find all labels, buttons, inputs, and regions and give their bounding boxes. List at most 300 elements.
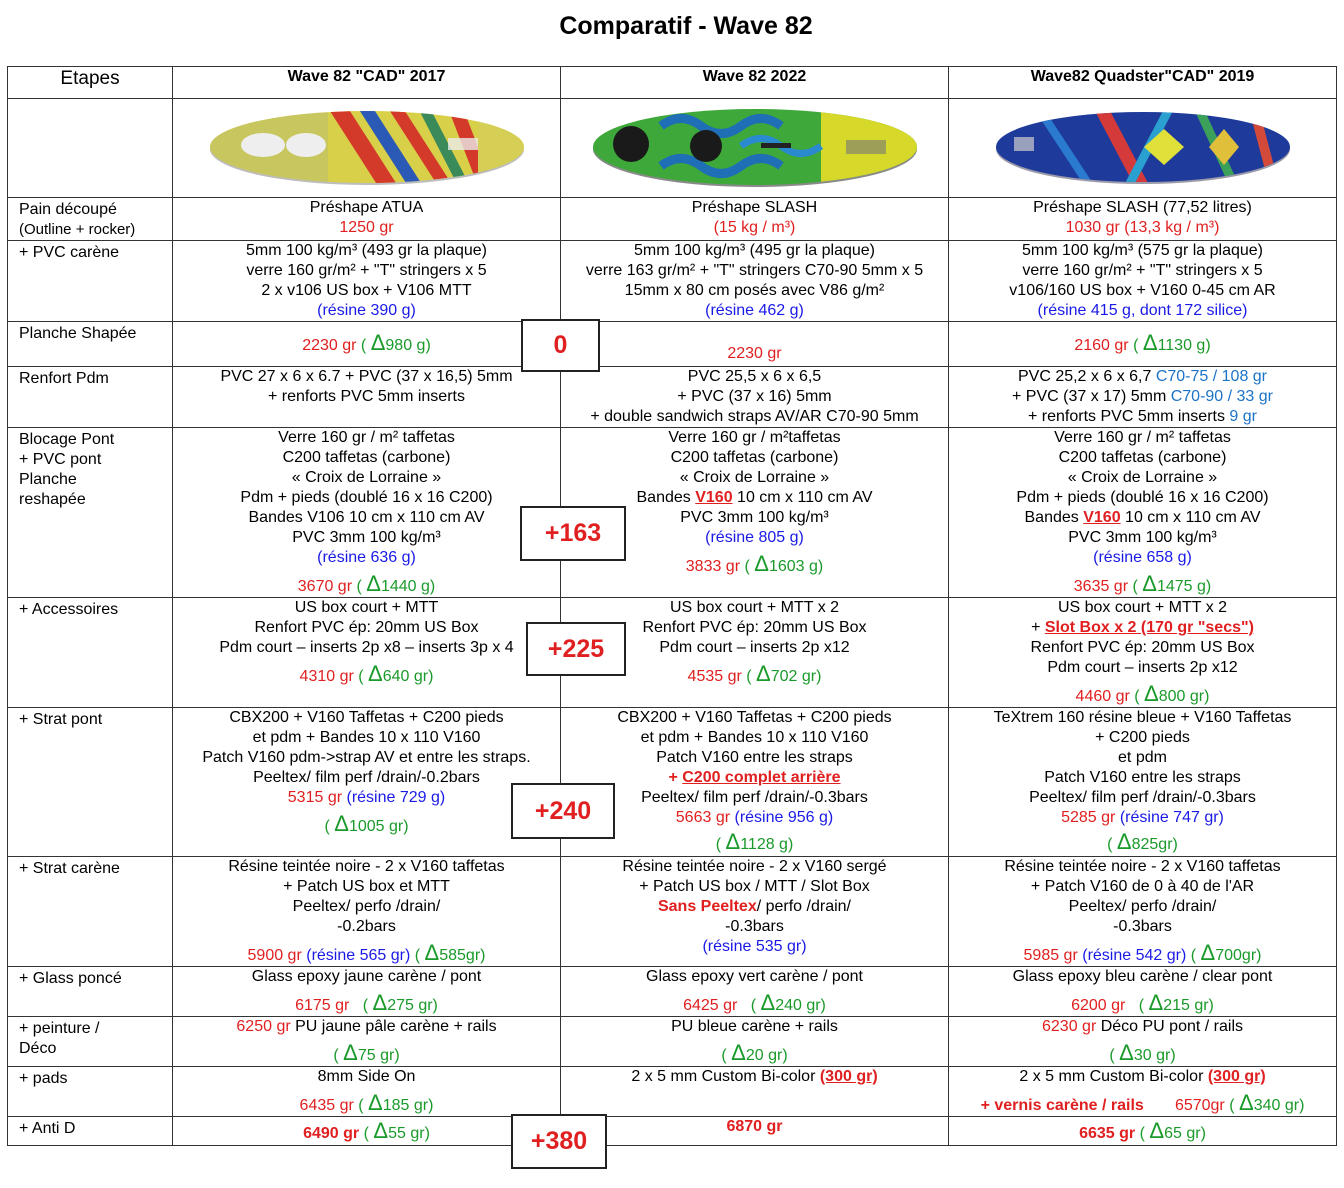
- weight-value: 6175 gr: [295, 997, 350, 1014]
- paren: (: [358, 1097, 369, 1114]
- text-line: Pdm court – inserts 2p x12: [1047, 659, 1238, 676]
- cell-c1: [173, 322, 561, 367]
- delta-icon: Δ: [731, 1040, 746, 1065]
- weight-note: 9 gr: [1229, 408, 1257, 425]
- text-line: et pdm + Bandes 10 x 110 V160: [640, 729, 869, 746]
- row-glass: [8, 967, 1337, 1017]
- highlight: Slot Box x 2 (170 gr "secs"): [1044, 619, 1254, 636]
- text: / perfo /drain/: [756, 898, 851, 915]
- row-accessoires: [8, 598, 1337, 708]
- text-line: 8mm Side On: [317, 1068, 416, 1085]
- col1-header: Wave 82 "CAD" 2017: [173, 67, 561, 99]
- delta-icon: Δ: [1149, 1118, 1165, 1143]
- diff-box-anti-d: +380: [511, 1114, 607, 1169]
- delta-icon: Δ: [1119, 1040, 1134, 1065]
- cell-c3: [949, 1117, 1337, 1146]
- highlight: (300 gr): [819, 1068, 878, 1085]
- text-line: Patch V160 entre les straps: [656, 749, 853, 766]
- paren: (: [414, 947, 425, 964]
- delta-line: [173, 811, 560, 837]
- text-line: Résine teintée noire - 2 x V160 taffetas: [228, 858, 505, 875]
- row-strat-pont: [8, 708, 1337, 857]
- total-line: [173, 1090, 560, 1116]
- delta-icon: Δ: [368, 1090, 383, 1115]
- label-line: reshapée: [19, 491, 86, 508]
- text-line: US box court + MTT x 2: [1057, 599, 1228, 616]
- resin-value: (résine 956 g): [734, 809, 834, 826]
- step-label: + Strat carène: [8, 857, 173, 967]
- weight-value: 4535 gr: [687, 668, 742, 685]
- cell-c3: [949, 428, 1337, 598]
- text-line: Pdm court – inserts 2p x8 – inserts 3p x 4: [219, 639, 514, 656]
- cell-c1: [173, 857, 561, 967]
- delta-icon: Δ: [424, 940, 440, 965]
- total-line: [173, 990, 560, 1016]
- row-renfort: [8, 367, 1337, 428]
- delta-icon: Δ: [754, 551, 769, 576]
- delta-icon: Δ: [1116, 829, 1132, 854]
- total-line: [561, 1117, 948, 1137]
- text: 10 cm x 110 cm AV: [732, 489, 873, 506]
- text-line: + Patch US box et MTT: [283, 878, 450, 895]
- delta-line: [173, 1040, 560, 1066]
- paren: (: [360, 336, 371, 354]
- text-line: US box court + MTT x 2: [669, 599, 840, 616]
- text-line: Préshape SLASH (77,52 litres): [1033, 199, 1252, 216]
- delta-icon: Δ: [1144, 681, 1159, 706]
- weight-value: 4460 gr: [1075, 688, 1130, 705]
- text-line: [561, 1067, 948, 1087]
- text-line: Verre 160 gr / m² taffetas: [1054, 429, 1231, 446]
- cell-c2: [561, 967, 949, 1017]
- resin-value: (résine 535 gr): [702, 938, 807, 955]
- delta-icon: Δ: [366, 571, 381, 596]
- step-label: [8, 198, 173, 241]
- step-label: + Glass poncé: [8, 967, 173, 1017]
- text-line: [949, 1067, 1336, 1087]
- delta-icon: Δ: [1200, 940, 1216, 965]
- delta-value: 1603 g): [768, 558, 824, 575]
- text-line: « Croix de Lorraine »: [679, 469, 830, 486]
- weight-value: 5900 gr: [247, 947, 302, 964]
- delta-value: 1440 g): [380, 578, 436, 595]
- text-line: Glass epoxy vert carène / pont: [646, 968, 863, 985]
- text-line: -0.3bars: [725, 918, 784, 935]
- weight-value: 6230 gr: [1042, 1018, 1097, 1035]
- delta-icon: Δ: [1239, 1090, 1254, 1115]
- text-line: Verre 160 gr / m²taffetas: [668, 429, 841, 446]
- text-line: Peeltex/ film perf /drain/-0.2bars: [253, 769, 480, 786]
- text-line: [173, 1017, 560, 1037]
- step-label: + Accessoires: [8, 598, 173, 708]
- text-line: verre 160 gr/m² + "T" stringers x 5: [1022, 262, 1263, 279]
- total-line: [949, 990, 1336, 1016]
- text-line: Patch V160 entre les straps: [1044, 769, 1241, 786]
- cell-c1: [173, 1067, 561, 1117]
- text-line: -0.2bars: [337, 918, 396, 935]
- text-line: Pdm court – inserts 2p x12: [659, 639, 850, 656]
- text-line: + Patch US box / MTT / Slot Box: [639, 878, 870, 895]
- col3-header: Wave82 Quadster"CAD" 2019: [949, 67, 1337, 99]
- text-line: C200 taffetas (carbone): [1058, 449, 1227, 466]
- text-line: Pdm + pieds (doublé 16 x 16 C200): [1016, 489, 1269, 506]
- resin-value: (résine 390 g): [317, 302, 416, 319]
- delta-line: [561, 829, 948, 855]
- paren: (: [1139, 1125, 1150, 1142]
- text-line: [561, 768, 948, 788]
- step-label: [8, 1017, 173, 1067]
- resin-value: (résine 636 g): [317, 549, 416, 566]
- weight-value: 3635 gr: [1073, 578, 1129, 595]
- delta-icon: Δ: [725, 829, 741, 854]
- weight-value: 2230 gr: [302, 336, 357, 354]
- text-line: -0.3bars: [1113, 918, 1172, 935]
- delta-icon: Δ: [372, 990, 388, 1015]
- delta-value: 340 gr): [1253, 1097, 1305, 1114]
- cell-c3: [949, 708, 1337, 857]
- delta-value: 1475 g): [1156, 578, 1212, 595]
- label-main: Pain découpé: [19, 201, 117, 218]
- text-line: + double sandwich straps AV/AR C70-90 5mm: [590, 408, 919, 425]
- weight-value: 6635 gr: [1079, 1125, 1136, 1142]
- delta-icon: Δ: [370, 329, 386, 355]
- text-line: Renfort PVC ép: 20mm US Box: [254, 619, 479, 636]
- weight-value: 6435 gr: [299, 1097, 354, 1114]
- text-line: 5mm 100 kg/m³ (575 gr la plaque): [1022, 242, 1263, 259]
- weight-value: 5985 gr: [1023, 947, 1078, 964]
- board2-cell: [561, 99, 949, 198]
- delta-value: 240 gr): [775, 997, 826, 1014]
- total-line: [561, 990, 948, 1016]
- paren: (: [746, 668, 757, 685]
- paren: (: [1133, 336, 1143, 354]
- highlight: V160: [695, 489, 733, 506]
- total-line: [949, 681, 1336, 707]
- paren: (: [1132, 578, 1143, 595]
- paren: (: [1109, 1047, 1120, 1064]
- board3-image: [994, 109, 1292, 185]
- delta-value: 825gr): [1131, 836, 1178, 853]
- delta-value: 30 gr): [1133, 1047, 1176, 1064]
- total-line: [173, 571, 560, 597]
- delta-value: 585gr): [439, 947, 486, 964]
- total-line: [949, 1090, 1336, 1116]
- label-line: + PVC pont: [19, 451, 102, 468]
- resin-value: (résine 565 gr): [306, 947, 411, 964]
- text-line: PU bleue carène + rails: [671, 1018, 838, 1035]
- weight-value: 6425 gr: [683, 997, 738, 1014]
- cell-c3: [949, 857, 1337, 967]
- weight-value: 6570gr: [1174, 1097, 1225, 1114]
- paren: (: [362, 997, 373, 1014]
- text: Bandes: [1024, 509, 1084, 526]
- total-line: [949, 940, 1336, 966]
- text-line: Glass epoxy jaune carène / pont: [251, 968, 482, 985]
- row-anti-d: [8, 1117, 1337, 1146]
- total-line: [173, 1118, 560, 1144]
- cell-c2: [561, 198, 949, 241]
- total-line: [173, 940, 560, 966]
- cell-c2: [561, 322, 949, 367]
- delta-value: 700gr): [1215, 947, 1262, 964]
- text-line: Résine teintée noire - 2 x V160 sergé: [622, 858, 887, 875]
- paren: (: [358, 668, 369, 685]
- label-line: Planche: [19, 471, 77, 488]
- weight-value: 6250 gr: [236, 1018, 291, 1035]
- text-line: et pdm: [1118, 749, 1167, 766]
- row-pvc: [8, 241, 1337, 322]
- resin-value: (résine 747 gr): [1119, 809, 1224, 826]
- highlight: + vernis carène / rails: [980, 1097, 1144, 1114]
- total-line: [561, 808, 948, 828]
- paren: (: [333, 1047, 344, 1064]
- comparison-table: [7, 66, 1337, 1146]
- cell-c2: [561, 367, 949, 428]
- label-line: Déco: [19, 1040, 57, 1057]
- text-line: Peeltex/ film perf /drain/-0.3bars: [641, 789, 868, 806]
- delta-value: 20 gr): [745, 1047, 788, 1064]
- board3-cell: [949, 99, 1337, 198]
- text-line: Patch V160 pdm->strap AV et entre les straps.: [202, 749, 531, 766]
- text-line: Verre 160 gr / m² taffetas: [278, 429, 455, 446]
- text: PVC 25,2 x 6 x 6,7: [1017, 368, 1156, 385]
- paren: (: [744, 558, 755, 575]
- cell-c3: [949, 1017, 1337, 1067]
- cell-c3: [949, 241, 1337, 322]
- diff-box-accessoires: +225: [526, 622, 626, 676]
- step-label: + pads: [8, 1067, 173, 1117]
- text-line: v106/160 US box + V160 0-45 cm AR: [1009, 282, 1276, 299]
- delta-icon: Δ: [373, 1118, 389, 1143]
- delta-value: 1005 gr): [348, 818, 409, 835]
- weight-note: C70-75 / 108 gr: [1155, 368, 1268, 385]
- paren: (: [1134, 688, 1145, 705]
- text-line: + PVC (37 x 16) 5mm: [677, 388, 832, 405]
- weight-value: 3670 gr: [297, 578, 353, 595]
- text-line: 5mm 100 kg/m³ (493 gr la plaque): [246, 242, 487, 259]
- text-line: Bandes V106 10 cm x 110 cm AV: [248, 509, 485, 526]
- delta-icon: Δ: [1148, 990, 1164, 1015]
- delta-value: 702 gr): [770, 668, 822, 685]
- delta-value: 1128 g): [740, 836, 794, 853]
- text-line: + Patch V160 de 0 à 40 de l'AR: [1030, 878, 1255, 895]
- text-line: C200 taffetas (carbone): [670, 449, 839, 466]
- text-line: « Croix de Lorraine »: [1067, 469, 1218, 486]
- text-line: « Croix de Lorraine »: [291, 469, 442, 486]
- weight-value: 3833 gr: [685, 558, 741, 575]
- weight-value: 5663 gr: [675, 809, 731, 826]
- board-image-row: [8, 99, 1337, 198]
- text-line: TeXtrem 160 résine bleue + V160 Taffetas: [993, 709, 1292, 726]
- text-line: Préshape SLASH: [691, 199, 818, 216]
- delta-value: 980 g): [385, 336, 431, 354]
- cell-c2: [561, 1017, 949, 1067]
- text: + PVC (37 x 17) 5mm: [1012, 388, 1171, 405]
- paren: (: [324, 818, 335, 835]
- steps-header: Etapes: [8, 67, 173, 99]
- resin-value: (résine 542 gr): [1082, 947, 1187, 964]
- weight-value: 4310 gr: [299, 668, 354, 685]
- paren: (: [1190, 947, 1201, 964]
- text-line: Glass epoxy bleu carène / clear pont: [1012, 968, 1273, 985]
- text-line: [949, 387, 1336, 407]
- paren: (: [363, 1125, 374, 1142]
- highlight: Sans Peeltex: [657, 898, 757, 915]
- weight-note: C70-90 / 33 gr: [1170, 388, 1273, 405]
- step-label: + Strat pont: [8, 708, 173, 857]
- cell-c1: [173, 1017, 561, 1067]
- cell-c1: [173, 598, 561, 708]
- label-line: + peinture /: [19, 1020, 100, 1037]
- row-strat-carene: [8, 857, 1337, 967]
- delta-value: 75 gr): [357, 1047, 400, 1064]
- cell-c2: [561, 1067, 949, 1117]
- cell-c1: [173, 967, 561, 1017]
- delta-value: 185 gr): [382, 1097, 434, 1114]
- text-line: CBX200 + V160 Taffetas + C200 pieds: [617, 709, 892, 726]
- delta-value: 215 gr): [1163, 997, 1214, 1014]
- cell-c3: [949, 1067, 1337, 1117]
- text-line: [561, 897, 948, 917]
- delta-value: 640 gr): [382, 668, 434, 685]
- step-label: + Anti D: [8, 1117, 173, 1146]
- board1-cell: [173, 99, 561, 198]
- weight-value: 6200 gr: [1071, 997, 1126, 1014]
- total-line: [173, 661, 560, 687]
- text: 2 x 5 mm Custom Bi-color: [631, 1068, 820, 1085]
- col2-header: Wave 82 2022: [561, 67, 949, 99]
- total-line: [173, 788, 560, 808]
- highlight: V160: [1083, 509, 1121, 526]
- delta-value: 1130 g): [1157, 336, 1211, 354]
- text-line: C200 taffetas (carbone): [282, 449, 451, 466]
- diff-box-strat-pont: +240: [511, 783, 615, 839]
- step-label: + PVC carène: [8, 241, 173, 322]
- total-line: [949, 571, 1336, 597]
- delta-icon: Δ: [760, 990, 776, 1015]
- row-blocage: [8, 428, 1337, 598]
- text: Déco PU pont / rails: [1096, 1018, 1243, 1035]
- resin-value: (résine 729 g): [346, 789, 446, 806]
- weight-value: 1030 gr (13,3 kg / m³): [1065, 219, 1220, 236]
- text-line: [949, 407, 1336, 427]
- text-line: Peeltex/ perfo /drain/: [292, 898, 441, 915]
- row-pain: [8, 198, 1337, 241]
- text-line: Pdm + pieds (doublé 16 x 16 C200): [240, 489, 493, 506]
- cell-c2: [561, 708, 949, 857]
- weight-value: 2160 gr: [1074, 336, 1129, 354]
- text: 10 cm x 110 cm AV: [1120, 509, 1261, 526]
- resin-value: (résine 415 g, dont 172 silice): [1037, 302, 1248, 319]
- paren: (: [1138, 997, 1149, 1014]
- text: +: [1031, 619, 1045, 636]
- header-row: [8, 67, 1337, 99]
- resin-value: (résine 805 g): [705, 529, 804, 546]
- delta-icon: Δ: [334, 811, 349, 836]
- total-line: [949, 808, 1336, 828]
- board2-image: [591, 106, 919, 188]
- text-line: [949, 367, 1336, 387]
- paren: (: [750, 997, 761, 1014]
- text-line: PVC 3mm 100 kg/m³: [680, 509, 829, 526]
- weight-value: 1250 gr: [339, 219, 394, 236]
- diff-box-blocage: +163: [520, 506, 626, 561]
- delta-value: 275 gr): [387, 997, 438, 1014]
- weight-value: 5285 gr: [1061, 809, 1116, 826]
- text: + renforts PVC 5mm inserts: [1028, 408, 1230, 425]
- step-label: Renfort Pdm: [8, 367, 173, 428]
- text-line: CBX200 + V160 Taffetas + C200 pieds: [229, 709, 504, 726]
- row-shapee: [8, 322, 1337, 367]
- cell-c1: [173, 708, 561, 857]
- text-line: US box court + MTT: [294, 599, 439, 616]
- page-title: Comparatif - Wave 82: [559, 12, 813, 40]
- delta-icon: Δ: [756, 661, 771, 686]
- cell-c2: [561, 241, 949, 322]
- text-line: verre 163 gr/m² + "T" stringers C70-90 5mm x 5: [585, 262, 924, 279]
- text-line: Peeltex/ perfo /drain/: [1068, 898, 1217, 915]
- text-line: [949, 508, 1336, 528]
- label-line: Blocage Pont: [19, 431, 115, 448]
- weight-value: 6870 gr: [726, 1118, 783, 1135]
- step-label: [8, 428, 173, 598]
- delta-line: [561, 1040, 948, 1066]
- text: Bandes: [636, 489, 696, 506]
- cell-c3: [949, 598, 1337, 708]
- cell-c3: [949, 322, 1337, 367]
- cell-c3: [949, 367, 1337, 428]
- paren: (: [1229, 1097, 1239, 1114]
- highlight: C200 complet arrière: [682, 769, 841, 786]
- cell-c3: [949, 967, 1337, 1017]
- text-line: [561, 488, 948, 508]
- highlight: (300 gr): [1207, 1068, 1266, 1085]
- delta-icon: Δ: [343, 1040, 358, 1065]
- text-line: Peeltex/ film perf /drain/-0.3bars: [1029, 789, 1256, 806]
- step-label: Planche Shapée: [8, 322, 173, 367]
- text-line: Préshape ATUA: [309, 199, 424, 216]
- text-line: 15mm x 80 cm posés avec V86 g/m²: [624, 282, 885, 299]
- cell-c3: [949, 198, 1337, 241]
- text-line: 2 x v106 US box + V106 MTT: [261, 282, 472, 299]
- row-pads: [8, 1067, 1337, 1117]
- weight-value: 5315 gr: [287, 789, 343, 806]
- text-line: verre 160 gr/m² + "T" stringers x 5: [246, 262, 487, 279]
- text: +: [668, 769, 683, 786]
- cell-c1: [173, 1117, 561, 1146]
- paren: (: [715, 836, 726, 853]
- resin-value: (résine 658 g): [1093, 549, 1192, 566]
- text-line: Résine teintée noire - 2 x V160 taffetas: [1004, 858, 1281, 875]
- text: PU jaune pâle carène + rails: [290, 1018, 497, 1035]
- text-line: + renforts PVC 5mm inserts: [268, 388, 465, 405]
- text-line: PVC 27 x 6 x 6.7 + PVC (37 x 16,5) 5mm: [220, 368, 513, 385]
- text-line: Renfort PVC ép: 20mm US Box: [1030, 639, 1255, 656]
- delta-value: 55 gr): [388, 1125, 430, 1142]
- text-line: et pdm + Bandes 10 x 110 V160: [252, 729, 481, 746]
- paren: (: [356, 578, 367, 595]
- text-line: [949, 1017, 1336, 1037]
- label-sub: (Outline + rocker): [19, 221, 136, 238]
- cell-c1: [173, 428, 561, 598]
- delta-icon: Δ: [368, 661, 383, 686]
- density-value: (15 kg / m³): [713, 219, 796, 236]
- text-line: [949, 618, 1336, 638]
- cell-c2: [561, 1117, 949, 1146]
- text: 2 x 5 mm Custom Bi-color: [1019, 1068, 1208, 1085]
- delta-icon: Δ: [1142, 571, 1157, 596]
- weight-value: 2230 gr: [727, 345, 782, 362]
